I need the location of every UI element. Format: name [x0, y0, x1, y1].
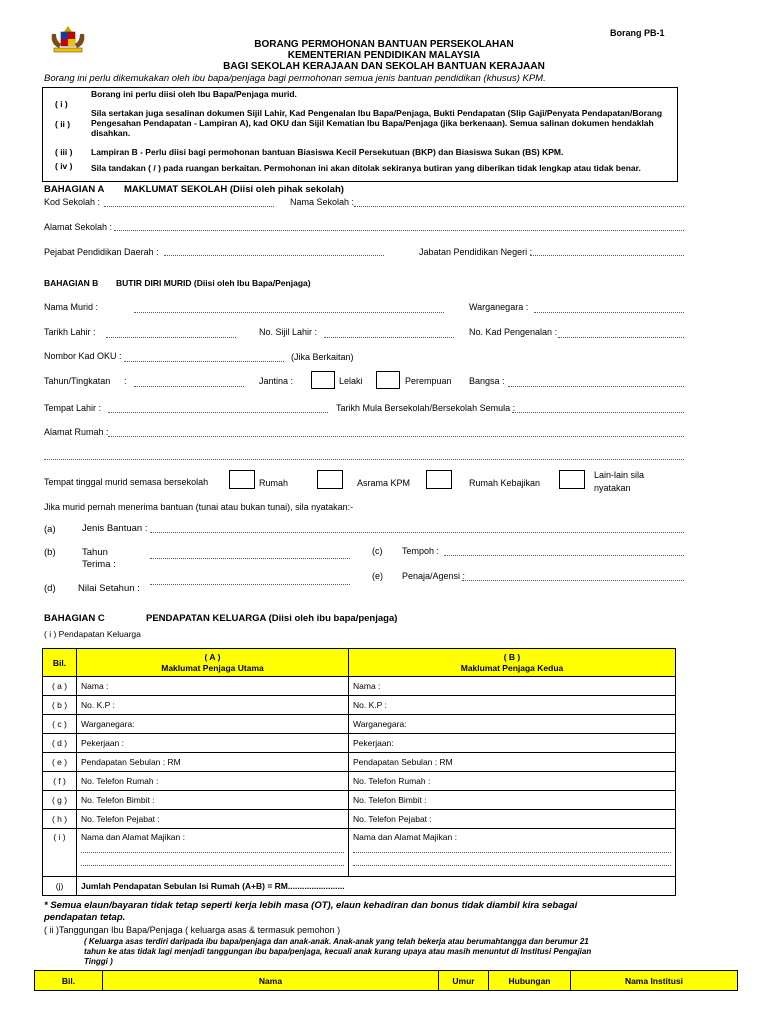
tempat-lahir-label: Tempat Lahir :	[44, 403, 102, 413]
penjaga-b-field[interactable]: Nama :	[349, 677, 676, 696]
row-bil: ( b )	[43, 696, 77, 715]
tarikh-lahir-field[interactable]	[106, 337, 236, 338]
table-row	[43, 715, 676, 734]
kebajikan-checkbox[interactable]	[426, 470, 452, 489]
tahun-terima-label-2: Terima :	[82, 559, 116, 570]
keluarga-note-3: Tinggi )	[84, 957, 113, 966]
penaja-label: Penaja/Agensi :	[402, 571, 466, 581]
col-b-title: Maklumat Penjaga Kedua	[460, 662, 564, 673]
penjaga-a-field[interactable]: No. Telefon Pejabat :	[77, 810, 349, 829]
alamat-sekolah-label: Alamat Sekolah :	[44, 222, 113, 232]
row-bil: ( g )	[43, 791, 77, 810]
note-1-text: Borang ini perlu diisi oleh Ibu Bapa/Penjaga murid.	[91, 89, 297, 99]
row-bil: ( h )	[43, 810, 77, 829]
tahun-tingkatan-field[interactable]	[134, 386, 244, 387]
t2-col-umur: Umur	[439, 971, 489, 991]
penaja-field[interactable]	[462, 580, 684, 581]
kad-pengenalan-field[interactable]	[558, 337, 684, 338]
section-a-code: BAHAGIAN A	[44, 184, 105, 195]
a-label: (a)	[44, 524, 56, 535]
tahun-colon: :	[124, 376, 127, 386]
jumlah-pendapatan-field[interactable]: Jumlah Pendapatan Sebulan Isi Rumah (A+B) = RM........................	[77, 877, 676, 896]
t2-col-hubungan: Hubungan	[489, 971, 571, 991]
section-b-code: BAHAGIAN B	[44, 278, 99, 288]
alamat-rumah-field-2[interactable]	[44, 459, 684, 460]
col-a	[77, 649, 349, 677]
tahun-terima-field[interactable]	[150, 558, 350, 559]
dependents-table	[34, 970, 738, 991]
row-bil: ( i )	[43, 829, 77, 877]
ppd-label: Pejabat Pendidikan Daerah :	[44, 247, 159, 257]
note-2-text: Sila sertakan juga sesalinan dokumen Sijil Lahir, Kad Pengenalan Ibu Bapa/Penjaga, Bukti Pendapatan (Slip Gaji/Penyata Pendapatan/Borang Pengesahan Pendapatan - Lampiran A), kad OKU dan Sijil Kematian Ibu Bapa/Penjaga (jika berkenaan). Semua salinan dokumen hendaklah disahkan.	[91, 108, 663, 138]
table-row	[43, 772, 676, 791]
tahun-tingkatan-label: Tahun/Tingkatan	[44, 376, 111, 386]
table-row	[43, 734, 676, 753]
t2-col-nama: Nama	[103, 971, 439, 991]
header-line-3: BAGI SEKOLAH KERAJAAN DAN SEKOLAH BANTUAN KERAJAAN	[223, 61, 545, 72]
bangsa-field[interactable]	[508, 386, 684, 387]
perempuan-checkbox[interactable]	[376, 371, 400, 389]
nyatakan-label: nyatakan	[594, 483, 631, 493]
lelaki-checkbox[interactable]	[311, 371, 335, 389]
row-bil: ( a )	[43, 677, 77, 696]
lelaki-label: Lelaki	[339, 376, 363, 386]
sijil-lahir-label: No. Sijil Lahir :	[259, 327, 318, 337]
header-line-2: KEMENTERIAN PENDIDIKAN MALAYSIA	[287, 50, 481, 61]
section-c-code: BAHAGIAN C	[44, 613, 105, 624]
row-bil: ( e )	[43, 753, 77, 772]
majikan-a-field[interactable]	[77, 829, 349, 877]
section-a-title: MAKLUMAT SEKOLAH (Diisi oleh pihak sekolah)	[124, 184, 344, 195]
row-bil: (j)	[43, 877, 77, 896]
table-row	[43, 810, 676, 829]
t2-col-bil: Bil.	[35, 971, 103, 991]
kod-sekolah-label: Kod Sekolah :	[44, 197, 101, 207]
table-row-total	[43, 877, 676, 896]
table-header-row	[43, 649, 676, 677]
table-row	[43, 696, 676, 715]
alamat-rumah-field-1[interactable]	[108, 436, 684, 437]
note-2-num: ( ii )	[55, 119, 71, 129]
jantina-label: Jantina :	[259, 376, 294, 386]
e-label: (e)	[372, 571, 383, 581]
table-row	[43, 753, 676, 772]
tempat-tinggal-label: Tempat tinggal murid semasa bersekolah	[44, 477, 209, 487]
penjaga-b-field[interactable]: Pendapatan Sebulan : RM	[349, 753, 676, 772]
rumah-checkbox[interactable]	[229, 470, 255, 489]
lain-lain-checkbox[interactable]	[559, 470, 585, 489]
penjaga-a-field[interactable]: Nama :	[77, 677, 349, 696]
tarikh-mula-label: Tarikh Mula Bersekolah/Bersekolah Semula :	[336, 403, 516, 413]
nama-murid-label: Nama Murid :	[44, 302, 99, 312]
d-label: (d)	[44, 583, 56, 594]
lain-lain-label: Lain-lain sila	[594, 470, 645, 480]
penjaga-a-field[interactable]: Pekerjaan :	[77, 734, 349, 753]
note-1-num: ( i )	[55, 99, 68, 109]
jenis-bantuan-label: Jenis Bantuan :	[82, 523, 148, 534]
note-4-num: ( iv )	[55, 161, 73, 171]
warganegara-label: Warganegara :	[469, 302, 529, 312]
penjaga-b-field[interactable]: No. Telefon Pejabat :	[349, 810, 676, 829]
penjaga-a-field[interactable]: No. K.P :	[77, 696, 349, 715]
keluarga-note-2: tahun ke atas tidak lagi menjadi tanggungan ibu bapa/penjaga, kecuali anak kurang upaya atau masih menuntut di Institusi Pengajian	[84, 947, 592, 956]
section-b-title: BUTIR DIRI MURID (Diisi oleh Ibu Bapa/Penjaga)	[116, 278, 311, 288]
t2-col-institusi: Nama Institusi	[571, 971, 738, 991]
bangsa-label: Bangsa :	[469, 376, 505, 386]
note-3-text: Lampiran B - Perlu diisi bagi permohonan bantuan Biasiswa Kecil Persekutuan (BKP) dan Biasiswa Sukan (BS) KPM.	[91, 147, 564, 157]
ppd-field[interactable]	[164, 255, 384, 256]
header-line-1: BORANG PERMOHONAN BANTUAN PERSEKOLAHAN	[254, 39, 514, 50]
notes-box	[42, 87, 678, 182]
keluarga-note-1: ( Keluarga asas terdiri daripada ibu bapa/penjaga dan anak-anak. Anak-anak yang telah bekerja atau berumahtangga dan berumur 21	[84, 937, 589, 946]
income-table	[42, 648, 676, 896]
jpn-label: Jabatan Pendidikan Negeri :	[419, 247, 533, 257]
sijil-lahir-field[interactable]	[324, 337, 454, 338]
tempat-lahir-field[interactable]	[108, 412, 328, 413]
col-b	[349, 649, 676, 677]
section-c-title: PENDAPATAN KELUARGA (Diisi oleh ibu bapa/penjaga)	[146, 613, 398, 624]
rumah-label: Rumah	[259, 478, 289, 488]
tahun-terima-label-1: Tahun	[82, 547, 108, 558]
form-code: Borang PB-1	[610, 28, 665, 38]
penjaga-b-field[interactable]: No. Telefon Bimbit :	[349, 791, 676, 810]
asrama-label: Asrama KPM	[357, 478, 411, 488]
kad-oku-field[interactable]	[124, 361, 284, 362]
alamat-rumah-label: Alamat Rumah :	[44, 427, 109, 437]
penjaga-a-field[interactable]: No. Telefon Bimbit :	[77, 791, 349, 810]
penjaga-b-field[interactable]: No. Telefon Rumah :	[349, 772, 676, 791]
c-label: (c)	[372, 546, 383, 556]
b-label: (b)	[44, 547, 56, 558]
penjaga-a-field[interactable]: Warganegara:	[77, 715, 349, 734]
perempuan-label: Perempuan	[405, 376, 452, 386]
nama-murid-field[interactable]	[134, 312, 444, 313]
nilai-setahun-label: Nilai Setahun :	[78, 583, 140, 594]
table-row	[43, 791, 676, 810]
alamat-sekolah-field[interactable]	[114, 230, 684, 231]
table-row	[43, 677, 676, 696]
intro-text: Borang ini perlu dikemukakan oleh ibu bapa/penjaga bagi permohonan semua jenis bantuan pendidikan (khusus) KPM.	[44, 73, 546, 84]
majikan-b-label: Nama dan Alamat Majikan :	[353, 832, 457, 842]
penjaga-b-field[interactable]: No. K.P :	[349, 696, 676, 715]
tarikh-lahir-label: Tarikh Lahir :	[44, 327, 96, 337]
warganegara-field[interactable]	[534, 312, 684, 313]
footnote-2: pendapatan tetap.	[44, 912, 126, 923]
footnote-1: * Semua elaun/bayaran tidak tetap seperti kerja lebih masa (OT), elaun kehadiran dan bonus tidak diambil kira sebagai	[44, 900, 578, 911]
sub-i-label: ( i ) Pendapatan Keluarga	[44, 629, 141, 639]
row-bil: ( c )	[43, 715, 77, 734]
kad-oku-label: Nombor Kad OKU :	[44, 351, 122, 361]
col-a-code: ( A )	[204, 651, 221, 662]
col-b-code: ( B )	[503, 651, 521, 662]
tempoh-field[interactable]	[444, 555, 684, 556]
kebajikan-label: Rumah Kebajikan	[469, 478, 541, 488]
asrama-checkbox[interactable]	[317, 470, 343, 489]
tempoh-label: Tempoh :	[402, 546, 440, 556]
majikan-a-label: Nama dan Alamat Majikan :	[81, 832, 185, 842]
note-4-text: Sila tandakan ( / ) pada ruangan berkaitan. Permohonan ini akan ditolak sekiranya butiran yang diberikan tidak lengkap atau tidak benar.	[91, 163, 641, 173]
sub-ii-label: ( ii )Tanggungan Ibu Bapa/Penjaga ( keluarga asas & termasuk pemohon )	[44, 925, 341, 935]
jpn-field[interactable]	[530, 255, 684, 256]
penjaga-a-field[interactable]: No. Telefon Rumah :	[77, 772, 349, 791]
col-bil: Bil.	[43, 649, 77, 677]
note-3-num: ( iii )	[55, 147, 73, 157]
tarikh-mula-field[interactable]	[512, 412, 684, 413]
kad-pengenalan-label: No. Kad Pengenalan :	[469, 327, 558, 337]
nama-sekolah-field[interactable]	[354, 206, 684, 207]
pernah-terima-text: Jika murid pernah menerima bantuan (tunai atau bukan tunai), sila nyatakan:-	[44, 502, 354, 512]
jenis-bantuan-field[interactable]	[150, 532, 684, 533]
penjaga-b-field[interactable]: Warganegara:	[349, 715, 676, 734]
penjaga-b-field[interactable]: Pekerjaan:	[349, 734, 676, 753]
majikan-b-field[interactable]	[349, 829, 676, 877]
row-bil: ( d )	[43, 734, 77, 753]
penjaga-a-field[interactable]: Pendapatan Sebulan : RM	[77, 753, 349, 772]
col-a-title: Maklumat Penjaga Utama	[161, 662, 264, 673]
table-row	[43, 829, 676, 877]
row-bil: ( f )	[43, 772, 77, 791]
jika-berkaitan-note: (Jika Berkaitan)	[291, 352, 354, 362]
nama-sekolah-label: Nama Sekolah :	[290, 197, 355, 207]
nilai-setahun-field[interactable]	[150, 584, 350, 585]
kod-sekolah-field[interactable]	[104, 206, 274, 207]
dependents-header-row	[35, 971, 738, 991]
